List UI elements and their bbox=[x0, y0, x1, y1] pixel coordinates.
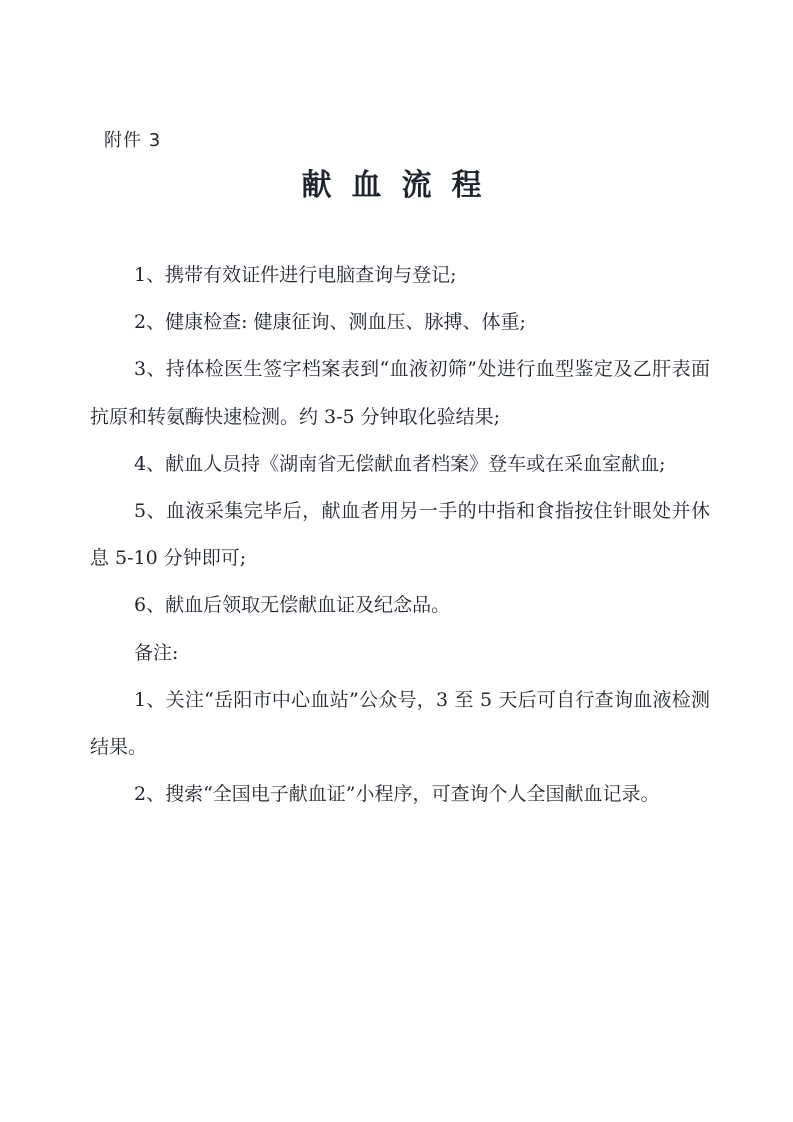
notes-heading: 备注: bbox=[134, 641, 179, 664]
document-title: 献血流程 bbox=[301, 168, 502, 203]
step-5: 5、血液采集完毕后，献血者用另一手的中指和食指按住针眼处并休息 5-10 分钟即可; bbox=[90, 500, 710, 570]
document-body bbox=[90, 252, 710, 818]
step-6: 6、献血后领取无偿献血证及纪念品。 bbox=[134, 594, 451, 617]
note-1: 1、关注“岳阳市中心血站”公众号，3 至 5 天后可自行查询血液检测结果。 bbox=[90, 688, 710, 759]
step-2: 2、健康检查: 健康征询、测血压、脉搏、体重; bbox=[134, 311, 526, 334]
step-3: 3、持体检医生签字档案表到“血液初筛”处进行血型鉴定及乙肝表面抗原和转氨酶快速检测。约 3-5 分钟取化验结果; bbox=[90, 358, 710, 428]
step-1: 1、携带有效证件进行电脑查询与登记; bbox=[134, 264, 457, 286]
note-2: 2、搜索“全国电子献血证”小程序，可查询个人全国献血记录。 bbox=[134, 783, 660, 806]
attachment-label: 附件 3 bbox=[104, 130, 162, 151]
step-4: 4、献血人员持《湖南省无偿献血者档案》登车或在采血室献血; bbox=[134, 452, 666, 475]
